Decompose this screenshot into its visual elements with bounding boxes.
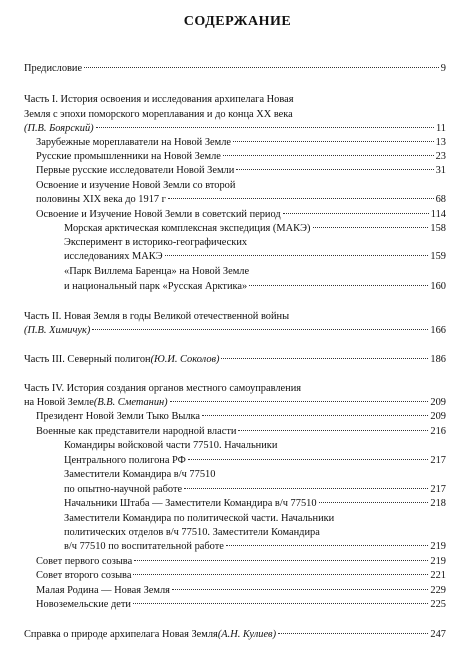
dot-leader [202,415,428,416]
toc-page-number: 209 [430,411,446,422]
toc-entry-title: Справка о природе архипелага Новая Земля [24,629,218,640]
toc-entry [36,208,446,221]
toc-entry [36,569,446,582]
dot-leader [133,603,428,604]
toc-entry [36,150,446,163]
toc-entry [64,280,446,293]
dot-leader [184,488,428,489]
toc-entry [64,468,215,481]
dot-leader [133,574,428,575]
toc-entry [64,265,249,278]
toc-entry-author: (П.В. Химичук) [24,325,91,336]
toc-entry [24,396,446,409]
toc-entry-title: Заместители Командира в/ч 77510 [64,469,216,480]
toc-entry-title: Земля с эпохи поморского мореплавания и до конца XX века [24,109,293,120]
toc-entry-title: Часть III. Северный полигон [24,354,151,365]
toc-entry [36,136,446,149]
toc-entry [24,108,293,121]
toc-entry [24,122,446,135]
toc-entry-author: (А.Н. Кулиев) [217,629,277,640]
toc-entry-title: половины XIX века до 1917 г [36,194,166,205]
toc-page-number: 11 [435,123,446,134]
toc-entry-title: Совет второго созыва [36,570,132,581]
toc-page-number: 114 [430,209,446,220]
toc-entry [36,164,446,177]
toc-entry-title: в/ч 77510 по воспитательной работе [64,541,224,552]
toc-page-number: 166 [430,325,446,336]
toc-entry-title: и национальный парк «Русская Арктика» [64,281,248,292]
dot-leader [313,227,429,228]
toc-page-number: 186 [430,354,446,365]
dot-leader [165,255,429,256]
toc-entry [64,439,277,452]
toc-page-number: 159 [430,251,446,262]
toc-page-number: 216 [430,426,446,437]
toc-entry-title: Эксперимент в историко-географических [64,237,248,248]
table-of-contents [24,0,446,655]
toc-entry-title: Предисловие [24,63,83,74]
dot-leader [170,401,429,402]
toc-entry-title: политических отделов в/ч 77510. Заместители Командира [64,527,320,538]
toc-entry-title: Командиры войсковой части 77510. Начальники [64,440,278,451]
toc-entry [24,324,446,337]
dot-leader [249,285,428,286]
toc-page-number: 13 [435,137,446,148]
toc-entry [24,353,446,366]
toc-entry [24,310,289,323]
dot-leader [233,141,434,142]
toc-entry [64,250,446,263]
toc-page-number: 160 [430,281,446,292]
toc-entry-title: Военные как представители народной власти [36,426,237,437]
dot-leader [188,459,429,460]
toc-entry-title: Первые русские исследователи Новой Земли [36,165,235,176]
dot-leader [223,155,434,156]
toc-entry-title: Совет первого созыва [36,556,133,567]
toc-page-number: 31 [435,165,446,176]
toc-entry-author: (В.В. Сметанин) [93,397,168,408]
toc-entry [36,410,446,423]
dot-leader [278,633,428,634]
toc-page-number: 225 [430,599,446,610]
dot-leader [221,358,428,359]
toc-page-number: 209 [430,397,446,408]
toc-entry [36,425,446,438]
toc-entry [24,93,294,106]
toc-entry-title: Малая Родина — Новая Земля [36,585,170,596]
toc-entry-title: Часть II. Новая Земля в годы Великой отечественной войны [24,311,290,322]
dot-leader [168,198,434,199]
toc-entry-title: Морская арктическая комплексная экспедиция (МАКЭ) [64,223,311,234]
toc-entry [64,512,334,525]
toc-entry-title: Центрального полигона РФ [64,455,186,466]
toc-entry [64,483,446,496]
toc-page-number: 247 [430,629,446,640]
toc-entry-title: Часть I. История освоения и исследования архипелага Новая [24,94,294,105]
dot-leader [96,127,434,128]
toc-page-number: 221 [430,570,446,581]
toc-entry [36,555,446,568]
toc-entry-title: Заместители Командира по политической части. Начальники [64,513,335,524]
toc-entry-title: Освоение и Изучение Новой Земли в советский период [36,209,281,220]
toc-page-number: 9 [440,63,446,74]
toc-entry [64,236,247,249]
toc-entry-title: Освоение и изучение Новой Земли со второй [36,180,236,191]
dot-leader [283,213,429,214]
toc-entry-title: Зарубежные мореплаватели на Новой Земле [36,137,232,148]
dot-leader [84,67,439,68]
toc-entry-title: на Новой Земле [24,397,94,408]
toc-entry-title: Новоземельские дети [36,599,131,610]
dot-leader [236,169,433,170]
toc-page-number: 219 [430,556,446,567]
toc-entry [64,526,320,539]
toc-entry [36,179,235,192]
toc-page-number: 217 [430,484,446,495]
toc-entry-title: Президент Новой Земли Тыко Вылка [36,411,201,422]
toc-entry-title: Русские промышленники на Новой Земле [36,151,221,162]
page-title: СОДЕРЖАНИЕ [183,14,292,29]
toc-entry-title: «Парк Виллема Баренца» на Новой Земле [64,266,250,277]
toc-page-number: 23 [435,151,446,162]
toc-entry [24,382,301,395]
toc-entry-author: (Ю.И. Соколов) [150,354,220,365]
toc-entry-title: исследованиях МАКЭ [64,251,163,262]
dot-leader [134,560,428,561]
toc-entry [36,598,446,611]
toc-entry-author: (П.В. Боярский) [24,123,94,134]
toc-entry-title: Начальники Штаба — Заместители Командира в/ч 77510 [64,498,317,509]
toc-entry [64,454,446,467]
toc-entry-title: Часть IV. История создания органов местного самоуправления [24,383,302,394]
toc-entry [36,193,446,206]
dot-leader [226,545,429,546]
toc-entry [64,540,446,553]
toc-entry [36,584,446,597]
toc-entry [24,628,446,641]
dot-leader [172,589,428,590]
toc-page-number: 218 [430,498,446,509]
dot-leader [92,329,428,330]
dot-leader [238,430,428,431]
toc-page-number: 158 [430,223,446,234]
toc-page-number: 219 [430,541,446,552]
toc-entry [64,497,446,510]
toc-entry-title: по опытно-научной работе [64,484,183,495]
toc-entry [64,222,446,235]
toc-page-number: 68 [435,194,446,205]
toc-page-number: 217 [430,455,446,466]
toc-entry [24,62,446,75]
dot-leader [319,502,429,503]
toc-page-number: 229 [430,585,446,596]
